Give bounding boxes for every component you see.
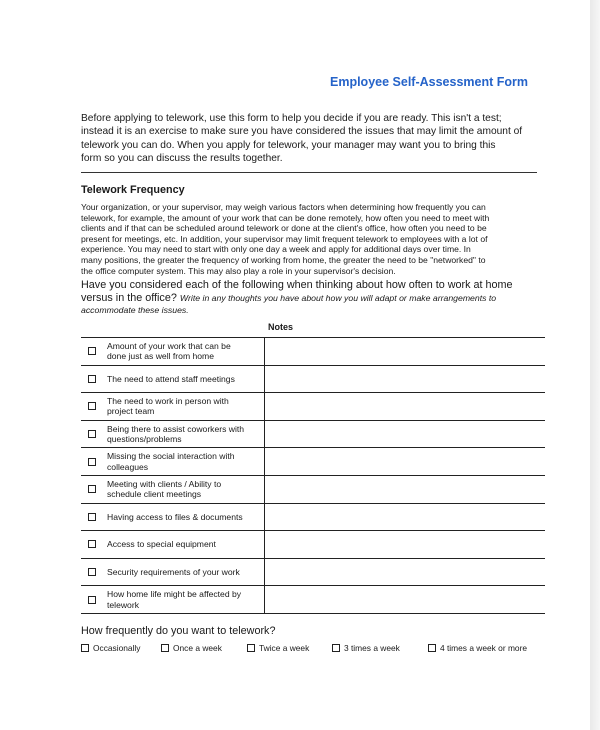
- consideration-label: [107, 451, 235, 471]
- consideration-label-line: project team: [107, 406, 155, 417]
- consideration-label-line: telework: [107, 599, 139, 610]
- checkbox[interactable]: [88, 458, 96, 466]
- checkbox[interactable]: [88, 540, 96, 548]
- consideration-label-line: The need to work in person with: [107, 396, 229, 407]
- notes-field[interactable]: [265, 531, 546, 559]
- section-body-line: experience. You may need to start with only one day a week and apply for additional days over time. In: [81, 244, 471, 255]
- frequency-option[interactable]: [332, 643, 400, 653]
- checkbox[interactable]: [88, 402, 96, 410]
- table-row: [81, 503, 545, 531]
- checkbox[interactable]: [88, 347, 96, 355]
- frequency-option-label: Occasionally: [93, 643, 141, 653]
- consideration-item: [81, 512, 264, 522]
- consideration-item: [81, 589, 264, 609]
- notes-column-header: Notes: [268, 322, 294, 332]
- consideration-label-line: The need to attend staff meetings: [107, 373, 235, 384]
- frequency-options: [81, 643, 551, 655]
- consideration-item: [81, 451, 264, 471]
- question-hint: accommodate these issues.: [81, 305, 189, 316]
- consideration-label-line: How home life might be affected by: [107, 589, 242, 600]
- consideration-label: [107, 479, 221, 499]
- section-body-line: many positions, the greater the frequency of working from home, the greater the need to be "networked" to: [81, 254, 486, 265]
- table-row: [81, 448, 545, 476]
- table-row: [81, 531, 545, 559]
- consideration-label: [107, 341, 231, 361]
- consideration-cell: [81, 586, 265, 614]
- section-body: [81, 202, 543, 276]
- checkbox[interactable]: [88, 596, 96, 604]
- table-row: [81, 475, 545, 503]
- consideration-cell: [81, 420, 265, 448]
- notes-field[interactable]: [265, 420, 546, 448]
- consideration-label-line: Security requirements of your work: [107, 566, 240, 577]
- considerations-question: [81, 279, 546, 317]
- frequency-option[interactable]: [247, 643, 309, 653]
- section-body-line: telework, for example, the amount of your work that can be done remotely, how often you need to meet with: [81, 212, 490, 223]
- checkbox[interactable]: [81, 644, 89, 652]
- intro-line: instead it is an exercise to make sure you have considered the issues that may limit the amount of: [81, 126, 523, 138]
- checkbox[interactable]: [88, 485, 96, 493]
- frequency-question: How frequently do you want to telework?: [81, 625, 276, 637]
- checkbox[interactable]: [88, 513, 96, 521]
- notes-field[interactable]: [265, 393, 546, 421]
- consideration-label: [107, 512, 243, 522]
- frequency-option[interactable]: [81, 643, 140, 653]
- section-divider: [81, 172, 537, 173]
- form-title: Employee Self-Assessment Form: [330, 75, 528, 89]
- consideration-label-line: Access to special equipment: [107, 539, 216, 550]
- section-body-line: the office computer system. This may also play a role in your supervisor's decision.: [81, 265, 396, 276]
- intro-line: telework you can do. When you apply for telework, your manager may want you to bring this: [81, 139, 496, 151]
- checkbox[interactable]: [88, 430, 96, 438]
- question-line: Have you considered each of the following when thinking about how often to work at home: [81, 279, 513, 291]
- consideration-label: [107, 539, 216, 549]
- consideration-label: [107, 374, 235, 384]
- intro-paragraph: [81, 112, 551, 165]
- frequency-option-label: 3 times a week: [344, 643, 400, 653]
- section-body-line: clients and if that can be scheduled around telework or done at the client's office, how often you need to be: [81, 223, 487, 234]
- frequency-option[interactable]: [161, 643, 222, 653]
- consideration-label-line: Missing the social interaction with: [107, 451, 235, 462]
- consideration-label-line: Having access to files & documents: [107, 511, 243, 522]
- consideration-label-line: Amount of your work that can be: [107, 341, 231, 352]
- section-body-line: present for meetings, etc. In addition, your supervisor may limit frequent telework to employees with a lot of: [81, 233, 488, 244]
- consideration-label: [107, 567, 240, 577]
- consideration-cell: [81, 448, 265, 476]
- table-row: [81, 420, 545, 448]
- consideration-cell: [81, 338, 265, 366]
- considerations-table: [81, 337, 545, 614]
- notes-field[interactable]: [265, 586, 546, 614]
- consideration-label: [107, 589, 241, 609]
- page-edge: [590, 0, 600, 730]
- table-row: [81, 393, 545, 421]
- frequency-option-label: Twice a week: [259, 643, 310, 653]
- checkbox[interactable]: [88, 568, 96, 576]
- table-row: [81, 586, 545, 614]
- notes-field[interactable]: [265, 503, 546, 531]
- notes-field[interactable]: [265, 558, 546, 586]
- frequency-option-label: Once a week: [173, 643, 222, 653]
- section-heading: Telework Frequency: [81, 184, 185, 196]
- question-hint: Write in any thoughts you have about how you will adapt or make arrangements to: [179, 292, 497, 303]
- consideration-label: [107, 396, 229, 416]
- consideration-item: [81, 479, 264, 499]
- consideration-cell: [81, 531, 265, 559]
- intro-line: Before applying to telework, use this form to help you decide if you are ready. This isn't a test;: [81, 113, 502, 124]
- notes-field[interactable]: [265, 338, 546, 366]
- consideration-label-line: Meeting with clients / Ability to: [107, 479, 222, 490]
- frequency-option[interactable]: [428, 643, 527, 653]
- consideration-item: [81, 539, 264, 549]
- notes-field[interactable]: [265, 365, 546, 393]
- notes-field[interactable]: [265, 475, 546, 503]
- consideration-cell: [81, 558, 265, 586]
- consideration-item: [81, 567, 264, 577]
- consideration-item: [81, 341, 264, 361]
- table-row: [81, 365, 545, 393]
- consideration-label-line: colleagues: [107, 461, 149, 472]
- consideration-cell: [81, 503, 265, 531]
- intro-line: form so you can discuss the results together.: [81, 152, 283, 164]
- checkbox[interactable]: [332, 644, 340, 652]
- consideration-cell: [81, 365, 265, 393]
- notes-field[interactable]: [265, 448, 546, 476]
- consideration-item: [81, 396, 264, 416]
- consideration-cell: [81, 393, 265, 421]
- checkbox[interactable]: [88, 375, 96, 383]
- question-line: versus in the office?: [81, 291, 177, 304]
- consideration-item: [81, 424, 264, 444]
- consideration-cell: [81, 475, 265, 503]
- checkbox[interactable]: [247, 644, 255, 652]
- checkbox[interactable]: [161, 644, 169, 652]
- table-row: [81, 338, 545, 366]
- consideration-label-line: questions/problems: [107, 434, 182, 445]
- section-body-line: Your organization, or your supervisor, may weigh various factors when determining how frequently you can: [81, 202, 486, 212]
- frequency-option-label: 4 times a week or more: [440, 643, 528, 653]
- consideration-item: [81, 374, 264, 384]
- consideration-label-line: schedule client meetings: [107, 489, 202, 500]
- table-row: [81, 558, 545, 586]
- consideration-label-line: done just as well from home: [107, 351, 214, 362]
- consideration-label-line: Being there to assist coworkers with: [107, 423, 245, 434]
- checkbox[interactable]: [428, 644, 436, 652]
- consideration-label: [107, 424, 244, 444]
